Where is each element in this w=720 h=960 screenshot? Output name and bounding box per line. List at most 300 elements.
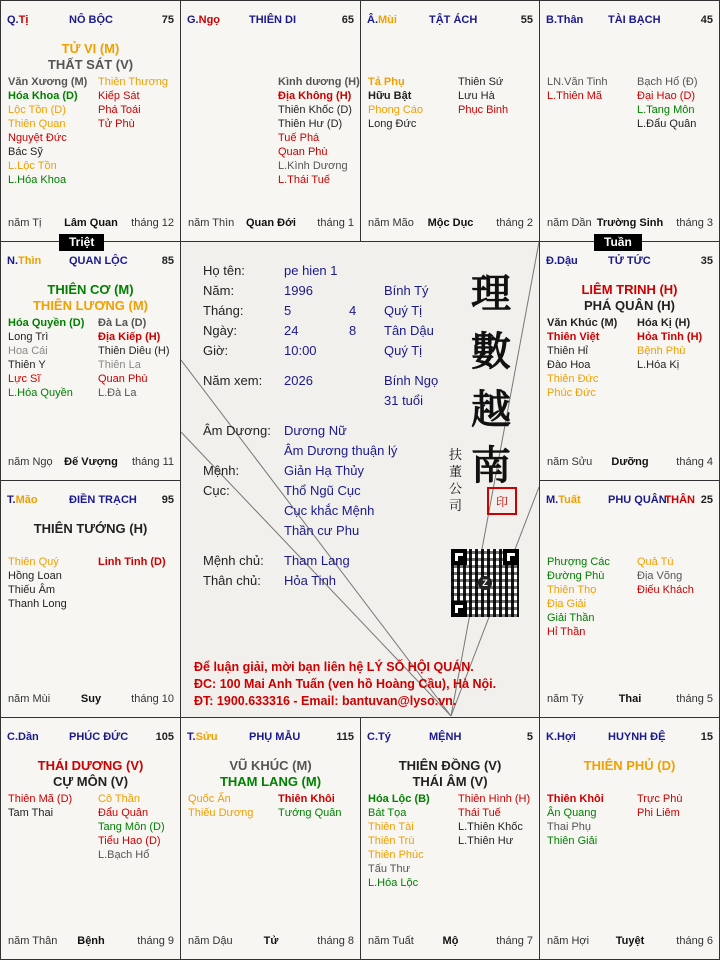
palace-branch (546, 494, 581, 506)
palace-header (367, 14, 533, 30)
minor-star: Thiếu Dương (188, 807, 254, 819)
palace-phase: Tuyệt (615, 935, 645, 947)
main-star: TỬ VI (M) (61, 41, 120, 56)
palace-phase: Quan Đới (246, 217, 296, 229)
main-star: THIÊN LƯƠNG (M) (32, 298, 149, 313)
minor-star: Long Trì (8, 331, 49, 343)
minor-star: Địa Võng (637, 570, 683, 582)
minor-star: Lực Sĩ (8, 373, 41, 385)
day-lunar: 8 (349, 323, 357, 338)
minor-star: Thanh Long (8, 598, 67, 610)
palace-cell-ty[interactable] (360, 717, 540, 960)
minor-star: Thiếu Âm (8, 584, 56, 596)
minor-star: L.Thiên Khốc (458, 821, 523, 833)
minor-star: Quan Phù (278, 146, 328, 158)
palace-element: Ngọ (198, 14, 221, 26)
minor-star: Thiên Thương (98, 76, 169, 88)
main-star: THÁI ÂM (V) (412, 774, 488, 789)
palace-phase: Bệnh (77, 935, 105, 947)
palace-month: tháng 10 (131, 693, 174, 705)
signature-char-1: 扶 (449, 448, 463, 463)
calligraphy-char-1: 理 (471, 270, 511, 317)
palace-cell-ti[interactable] (0, 0, 181, 242)
minor-star: Tử Phù (98, 118, 135, 130)
minor-star: Đà La (D) (98, 317, 147, 329)
main-star: THAM LANG (M) (219, 774, 322, 789)
bureau-note: Cục khắc Mệnh (284, 503, 375, 518)
minor-star: Tiểu Hao (D) (98, 835, 161, 847)
minor-star: L.Kình Dương (278, 160, 348, 172)
hour-value: 10:00 (284, 343, 317, 358)
palace-age: 25 (700, 494, 713, 506)
main-star: THIÊN CƠ (M) (47, 282, 134, 297)
palace-cell-mui[interactable] (360, 0, 540, 242)
palace-prefix: Đ. (546, 255, 557, 267)
palace-age: 95 (161, 494, 174, 506)
palace-year: năm Dần (547, 217, 592, 229)
palace-age: 65 (341, 14, 354, 26)
palace-cell-mao[interactable] (0, 480, 181, 718)
palace-footer (8, 693, 174, 707)
minor-star: Địa Không (H) (278, 90, 352, 102)
palace-element: Dần (18, 731, 39, 743)
palace-name: PHU QUÂN (608, 494, 667, 506)
minor-star: Bác Sỹ (8, 146, 43, 158)
minor-star: Phúc Đức (547, 387, 596, 399)
palace-cell-suu[interactable] (180, 717, 361, 960)
palace-cell-than[interactable] (539, 0, 720, 242)
palace-branch (7, 731, 39, 743)
minor-star: Long Đức (368, 118, 417, 130)
palace-prefix: Â. (367, 14, 378, 26)
palace-cell-dau[interactable] (539, 241, 720, 481)
main-star: THẤT SÁT (V) (47, 57, 134, 72)
minor-star: Thái Tuế (458, 807, 501, 819)
palace-footer (547, 456, 713, 470)
minor-star: Bát Tọa (368, 807, 407, 819)
palace-cell-hoi[interactable] (539, 717, 720, 960)
minor-star: Lưu Hà (458, 90, 495, 102)
palace-age: 85 (161, 255, 174, 267)
palace-prefix: N. (7, 255, 18, 267)
main-stars (540, 282, 719, 314)
palace-header (546, 731, 713, 747)
palace-name: ĐIỀN TRẠCH (69, 494, 137, 506)
palace-prefix: B. (546, 14, 557, 26)
year-value: 1996 (284, 283, 313, 298)
palace-year: năm Tý (547, 693, 584, 705)
body-lord-value: Hỏa Tinh (284, 573, 337, 588)
palace-prefix: C. (367, 731, 378, 743)
palace-branch (7, 494, 38, 506)
month-lunar: 4 (349, 303, 357, 318)
day-value: 24 (284, 323, 299, 338)
palace-footer (547, 693, 713, 707)
minor-star: Thai Phụ (547, 821, 592, 833)
calligraphy-char-2: 數 (471, 328, 511, 375)
palace-name: TÀI BẠCH (608, 14, 661, 26)
minor-star: Thiên Mã (D) (8, 793, 73, 805)
minor-star: Địa Giải (547, 598, 587, 610)
minor-star: Thiên Trù (368, 835, 415, 847)
minor-star: L.Thái Tuế (278, 174, 330, 186)
palace-header (367, 731, 533, 747)
minor-star: Hồng Loan (8, 570, 62, 582)
palace-year: năm Tị (8, 217, 42, 229)
palace-prefix: Q. (7, 14, 19, 26)
yin-yang-label: Âm Dương: (203, 423, 271, 438)
palace-prefix: C. (7, 731, 18, 743)
body-lord-label: Thân chủ: (203, 573, 261, 588)
main-stars (181, 758, 360, 790)
minor-star: Văn Xương (M) (8, 76, 88, 88)
main-star: CỰ MÔN (V) (52, 774, 129, 789)
minor-star: Đẩu Quân (98, 807, 149, 819)
palace-age: 45 (700, 14, 713, 26)
palace-element: Mùi (378, 14, 397, 26)
minor-star: Quan Phù (98, 373, 148, 385)
palace-footer (368, 935, 533, 949)
view-year-value: 2026 (284, 373, 313, 388)
minor-star: Thiên Hình (H) (458, 793, 531, 805)
palace-year: năm Thìn (188, 217, 235, 229)
palace-age: 15 (700, 731, 713, 743)
palace-phase: Mộ (442, 935, 459, 947)
minor-star: Phong Cáo (368, 104, 424, 116)
triet-tag: Triệt (59, 234, 104, 251)
palace-month: tháng 7 (496, 935, 533, 947)
palace-year: năm Tuất (368, 935, 414, 947)
minor-star: Thiên Khốc (D) (278, 104, 352, 116)
minor-star: Hoa Cái (8, 345, 48, 357)
minor-star: Tang Môn (D) (98, 821, 165, 833)
main-star: THIÊN TƯỚNG (H) (33, 521, 148, 536)
minor-star: Điếu Khách (637, 584, 694, 596)
palace-header (187, 14, 354, 30)
palace-phase: Trường Sinh (596, 217, 664, 229)
year-label: Năm: (203, 283, 235, 298)
palace-prefix: G. (187, 14, 199, 26)
destiny-lord-value: Tham Lang (284, 553, 350, 568)
main-stars (1, 282, 180, 314)
minor-star: Trực Phù (637, 793, 683, 805)
palace-footer (188, 217, 354, 231)
palace-age: 55 (520, 14, 533, 26)
minor-star: Thiên La (98, 359, 141, 371)
palace-month: tháng 1 (317, 217, 354, 229)
minor-star: L.Hóa Kị (637, 359, 680, 371)
bureau-label: Cục: (203, 483, 230, 498)
name-value: pe hien 1 (284, 263, 338, 278)
palace-year: năm Sửu (547, 456, 593, 468)
view-year-label: Năm xem: (203, 373, 263, 388)
palace-month: tháng 6 (676, 935, 713, 947)
palace-name: HUYNH ĐỆ (608, 731, 666, 743)
hour-canchi: Quý Tị (384, 343, 423, 358)
minor-star: Tả Phụ (368, 76, 405, 88)
palace-month: tháng 9 (137, 935, 174, 947)
palace-phase: Đế Vượng (64, 456, 118, 468)
palace-element: Mão (15, 494, 38, 506)
minor-star: Thiên Thọ (547, 584, 597, 596)
year-canchi: Bính Tý (384, 283, 429, 298)
minor-star: Đường Phù (547, 570, 605, 582)
main-stars (361, 758, 539, 790)
minor-star: Thiên Quan (8, 118, 66, 130)
minor-star: Hóa Kị (H) (637, 317, 691, 329)
minor-star: Hỉ Thần (547, 626, 586, 638)
minor-star: Kiếp Sát (98, 90, 140, 102)
palace-phase: Thai (618, 693, 642, 705)
contact-phone-email[interactable]: ĐT: 1900.633316 - Email: bantuvan@lyso.vn. (194, 694, 457, 708)
palace-year: năm Mùi (8, 693, 51, 705)
palace-footer (8, 935, 174, 949)
palace-header (7, 14, 174, 30)
yin-yang-note: Âm Dương thuận lý (284, 443, 398, 458)
minor-star: Kình dương (H) (278, 76, 360, 88)
minor-star: Hóa Quyền (D) (8, 317, 85, 329)
minor-star: Bệnh Phù (637, 345, 686, 357)
palace-name: PHỤ MẪU (249, 731, 301, 743)
minor-star: Hỏa Tinh (H) (637, 331, 703, 343)
palace-header (7, 494, 174, 510)
minor-star: Linh Tinh (D) (98, 556, 166, 568)
palace-footer (547, 935, 713, 949)
palace-prefix: T. (187, 731, 196, 743)
minor-star: Ân Quang (547, 807, 597, 819)
minor-star: Thiên Y (8, 359, 46, 371)
minor-star: Phượng Các (547, 556, 610, 568)
minor-star: L.Thiên Mã (547, 90, 603, 102)
signature-char-4: 司 (449, 499, 463, 514)
minor-star: Hóa Khoa (D) (8, 90, 78, 102)
palace-month: tháng 2 (496, 217, 533, 229)
qr-logo-icon: Z (478, 576, 492, 590)
minor-star: L.Lộc Tồn (8, 160, 57, 172)
palace-element: Thìn (18, 255, 42, 267)
palace-phase: Lâm Quan (64, 217, 118, 229)
day-canchi: Tân Dậu (384, 323, 434, 338)
palace-age: 105 (155, 731, 174, 743)
palace-branch (367, 14, 397, 26)
palace-footer (188, 935, 354, 949)
signature-char-2: 董 (449, 465, 463, 480)
tuan-tag: Tuần (594, 234, 642, 251)
main-stars (1, 41, 180, 73)
minor-star: Thiên Hư (D) (278, 118, 343, 130)
palace-element: Tị (18, 14, 29, 26)
palace-branch (367, 731, 391, 743)
main-star: PHÁ QUÂN (H) (584, 298, 675, 313)
minor-star: Lộc Tồn (D) (8, 104, 66, 116)
palace-month: tháng 12 (131, 217, 174, 229)
palace-phase: Mộc Dục (427, 217, 474, 229)
palace-name: TẬT ÁCH (429, 14, 478, 26)
minor-star: L.Tang Môn (637, 104, 695, 116)
main-stars (1, 758, 180, 790)
calligraphy-char-3: 越 (471, 386, 511, 433)
minor-star: Hóa Lộc (B) (368, 793, 430, 805)
minor-star: Bạch Hổ (Đ) (637, 76, 698, 88)
minor-star: Thiên Hỉ (547, 345, 588, 357)
minor-star: Thiên Giải (547, 835, 598, 847)
day-label: Ngày: (203, 323, 237, 338)
palace-element: Sửu (195, 731, 218, 743)
palace-branch (187, 731, 218, 743)
view-year-canchi: Bính Ngọ (384, 373, 439, 388)
main-star: THIÊN ĐỒNG (V) (398, 758, 502, 773)
palace-footer (8, 456, 174, 470)
palace-header (7, 731, 174, 747)
palace-month: tháng 4 (676, 456, 713, 468)
palace-element: Hợi (557, 731, 576, 743)
palace-year: năm Mão (368, 217, 414, 229)
destiny-lord-label: Mệnh chủ: (203, 553, 264, 568)
hour-label: Giờ: (203, 343, 229, 358)
palace-prefix: M. (546, 494, 559, 506)
minor-star: Địa Kiếp (H) (98, 331, 161, 343)
palace-header (546, 494, 713, 510)
palace-header (187, 731, 354, 747)
minor-star: L.Đà La (98, 387, 137, 399)
main-star: LIÊM TRINH (H) (581, 282, 678, 297)
main-star: THÁI DƯƠNG (V) (37, 758, 144, 773)
palace-phase: Dưỡng (611, 456, 649, 468)
palace-element: Tý (378, 731, 391, 743)
palace-element: Tuất (558, 494, 581, 506)
palace-month: tháng 3 (676, 217, 713, 229)
palace-month: tháng 8 (317, 935, 354, 947)
minor-star: Hữu Bật (368, 90, 412, 102)
minor-star: Thiên Phúc (368, 849, 424, 861)
palace-cell-thin[interactable] (0, 241, 181, 481)
center-info-panel (181, 242, 539, 717)
yin-yang-value: Dương Nữ (284, 423, 347, 438)
palace-cell-tuat[interactable] (539, 480, 720, 718)
palace-name: PHÚC ĐỨC (69, 731, 129, 743)
minor-star: Thiên Tài (368, 821, 414, 833)
palace-age: 115 (336, 731, 354, 743)
minor-star: Tướng Quân (278, 807, 342, 819)
main-star: THIÊN PHỦ (D) (583, 758, 676, 773)
palace-age: 5 (526, 731, 533, 743)
palace-cell-ngo[interactable] (180, 0, 361, 242)
palace-age: 35 (700, 255, 713, 267)
palace-prefix: K. (546, 731, 557, 743)
palace-name: NÔ BỘC (69, 14, 113, 26)
minor-star: Thiên Sứ (458, 76, 504, 88)
minor-star: L.Hóa Lộc (368, 877, 419, 889)
palace-header (546, 14, 713, 30)
palace-prefix: T. (7, 494, 16, 506)
minor-star: Tam Thai (8, 807, 54, 819)
contact-address: ĐC: 100 Mai Anh Tuấn (ven hồ Hoàng Cầu), Hà Nội. (194, 677, 497, 691)
palace-age: 75 (161, 14, 174, 26)
palace-footer (547, 217, 713, 231)
palace-year: năm Hợi (547, 935, 590, 947)
red-seal: 印 (487, 487, 517, 515)
minor-star: LN.Văn Tinh (547, 76, 608, 88)
minor-star: Phá Toái (98, 104, 141, 116)
minor-star: Quốc Ấn (188, 793, 231, 805)
palace-element: Thân (557, 14, 584, 26)
palace-name: TỬ TỨC (608, 255, 651, 267)
minor-star: Văn Khúc (M) (547, 317, 618, 329)
minor-star: L.Hóa Khoa (8, 174, 67, 186)
palace-footer (8, 217, 174, 231)
month-canchi: Quý Tị (384, 303, 423, 318)
palace-element: Dậu (557, 255, 578, 267)
palace-phase: Suy (80, 693, 102, 705)
minor-star: Thiên Khôi (278, 793, 335, 805)
palace-year: năm Dậu (188, 935, 233, 947)
minor-star: Tấu Thư (368, 863, 411, 875)
palace-year: năm Thân (8, 935, 58, 947)
minor-star: Đào Hoa (547, 359, 591, 371)
palace-month: tháng 11 (131, 456, 174, 468)
palace-branch (546, 731, 576, 743)
palace-month: tháng 5 (676, 693, 713, 705)
minor-star: Nguyệt Đức (8, 132, 67, 144)
palace-cell-dan[interactable] (0, 717, 181, 960)
minor-star: Đại Hao (D) (637, 90, 696, 102)
palace-branch (7, 14, 28, 26)
minor-star: Tuế Phá (278, 132, 320, 144)
minor-star: Thiên Việt (547, 331, 600, 343)
palace-year: năm Ngọ (8, 456, 53, 468)
palace-branch (546, 255, 578, 267)
minor-star: Thiên Diêu (H) (98, 345, 170, 357)
palace-header (7, 255, 174, 271)
month-label: Tháng: (203, 303, 244, 318)
minor-star: L.Đẩu Quân (637, 118, 697, 130)
calligraphy-char-4: 南 (471, 442, 511, 489)
body-location-note: Thần cư Phu (284, 523, 360, 538)
minor-star: Quả Tú (637, 556, 674, 568)
main-stars (540, 758, 719, 774)
main-star: VŨ KHÚC (M) (229, 758, 312, 773)
minor-star: L.Hóa Quyền (8, 387, 73, 399)
body-marker: THÂN (664, 494, 695, 506)
palace-name: MỆNH (429, 731, 462, 743)
minor-star: Giải Thần (547, 612, 595, 624)
palace-footer (368, 217, 533, 231)
palace-name: QUAN LỘC (69, 255, 128, 267)
bureau-value: Thổ Ngũ Cục (284, 483, 361, 498)
name-label: Họ tên: (203, 263, 245, 278)
palace-branch (7, 255, 41, 267)
palace-branch (546, 14, 583, 26)
minor-star: L.Thiên Hư (458, 835, 514, 847)
destiny-label: Mệnh: (203, 463, 240, 478)
minor-star: Thiên Quý (8, 556, 59, 568)
age-value: 31 tuổi (384, 393, 424, 408)
minor-star: Phi Liêm (637, 807, 680, 819)
palace-header (546, 255, 713, 271)
minor-star: Thiên Khôi (547, 793, 604, 805)
contact-line-1: Để luận giải, mời bạn liên hệ LÝ SỐ HỘI QUÁN. (194, 660, 474, 674)
main-stars (1, 521, 180, 537)
month-value: 5 (284, 303, 292, 318)
qr-code[interactable] (451, 549, 519, 617)
palace-name: THIÊN DI (249, 14, 297, 26)
destiny-value: Giản Hạ Thủy (284, 463, 364, 478)
palace-branch (187, 14, 220, 26)
minor-star: Thiên Đức (547, 373, 599, 385)
signature-char-3: 公 (449, 482, 463, 497)
minor-star: Phục Binh (458, 104, 509, 116)
minor-star: Cô Thần (98, 793, 140, 805)
